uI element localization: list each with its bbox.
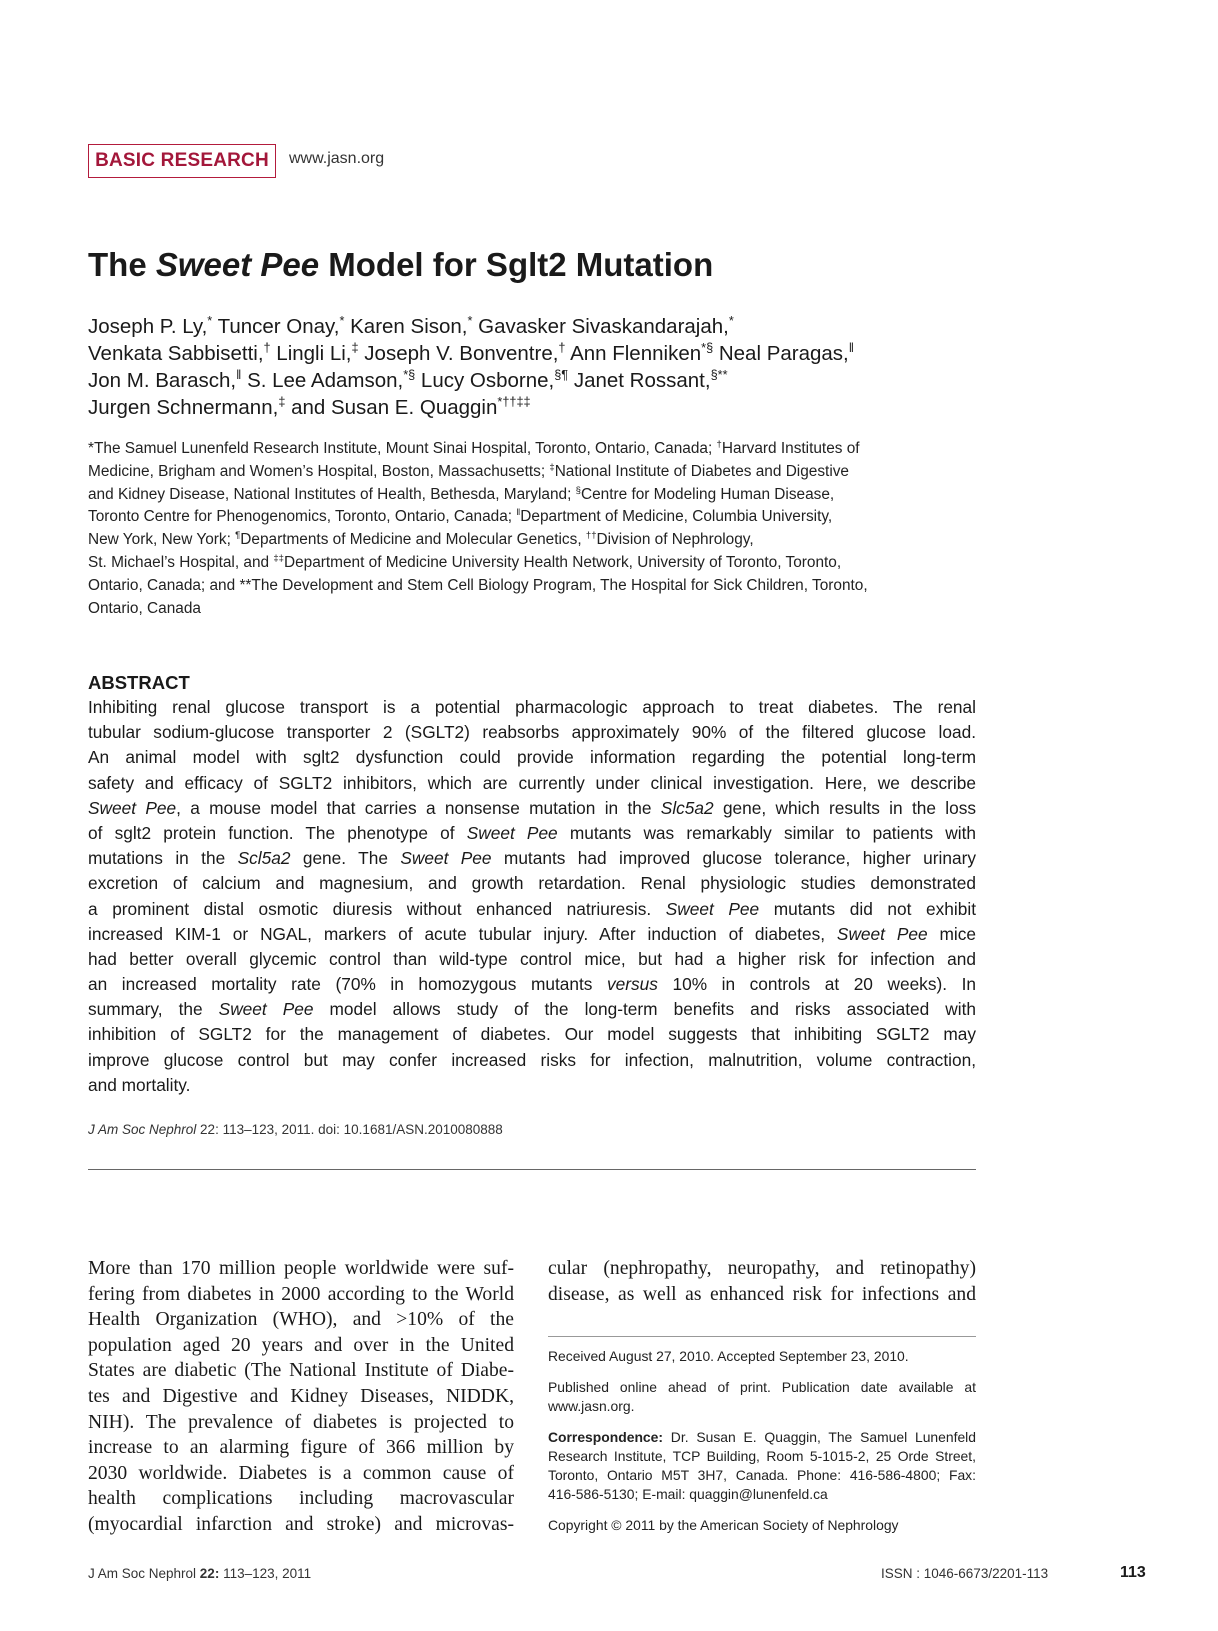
text-run: increased KIM-1 or NGAL, markers of acute tubular injury. After induction of diabetes, [88,923,837,944]
text-run: Sweet Pee [88,797,177,818]
footer-journal-name: J Am Soc Nephrol [88,1566,200,1581]
text-line: www.jasn.org. [548,1398,635,1414]
text-line [88,821,976,846]
text-run: Division of Nephrology, [596,531,754,549]
text-line [88,1022,976,1047]
text-line: 2030 worldwide. Diabetes is a common cause of [88,1462,514,1484]
text-run: mutants had improved glucose tolerance, higher urinary [491,848,976,869]
text-line [88,922,976,947]
text-run: Sweet Pee [466,822,558,843]
text-run: Joseph P. Ly, [88,315,208,338]
text-line [88,484,988,507]
copyright-note [548,1516,976,1535]
text-run: Ontario, Canada; and **The Development and Stem Cell Biology Program, The Hospital for Sick Children, Toronto, [88,576,868,594]
correspondence-note [548,1428,976,1504]
text-run: model allows study of the long-term benefits and risks associated with [313,999,976,1020]
text-run: summary, the [88,999,219,1020]
text-line: Health Organization (WHO), and >10% of the [88,1309,514,1331]
text-run: Toronto Centre for Phenogenomics, Toronto, Ontario, Canada; [88,508,517,526]
citation-journal: J Am Soc Nephrol [88,1122,197,1137]
text-line: Copyright © 2011 by the American Society of Nephrology [548,1517,899,1533]
text-line [88,313,1128,340]
text-run: § [575,484,581,496]
text-run: Medicine, Brigham and Women’s Hospital, Boston, Massachusetts; [88,462,550,480]
text-line [88,1073,976,1098]
footer-volume: 22: [199,1566,220,1581]
text-run: Sweet Pee [218,999,314,1020]
text-run: Scl5a2 [237,848,291,869]
page-number: 113 [1120,1564,1146,1581]
text-line [88,506,988,529]
text-line [88,438,988,461]
text-run: ‡ [278,394,286,410]
footer-journal [88,1566,311,1581]
text-run: §¶ [554,367,569,383]
text-run: Tuncer Onay, [212,315,340,338]
journal-url[interactable]: www.jasn.org [289,150,385,167]
notes-divider [548,1336,976,1337]
text-line: disease, as well as enhanced risk for infections and [548,1283,976,1305]
text-run: §** [710,367,728,383]
text-run: *††‡‡ [497,394,531,410]
text-run: Jurgen Schnermann, [88,396,279,419]
body-column-right [548,1256,976,1307]
text-line: population aged 20 years and over in the United [88,1334,514,1356]
text-line [88,796,976,821]
text-line [88,771,976,796]
text-run: Departments of Medicine and Molecular Genetics, [240,531,586,549]
citation-line [88,1122,503,1137]
text-line [88,461,988,484]
text-line: increase to an alarming figure of 366 million by [88,1437,514,1459]
text-run: *§ [403,367,416,383]
text-line [548,1447,976,1466]
text-line [548,1428,976,1447]
text-run: gene. The [290,848,401,869]
text-run: ‡ [549,461,555,473]
text-run: Department of Medicine University Health Network, University of Toronto, Toronto, [283,553,842,571]
text-line: Received August 27, 2010. Accepted September 23, 2010. [548,1348,909,1364]
text-line [88,846,976,871]
text-line [88,871,976,896]
text-run: mice [927,923,976,944]
text-run: Research Institute, TCP Building, Room 5-1015-2, 25 Orde Street, [548,1448,976,1464]
text-run: An animal model with sglt2 dysfunction could provide information regarding the potential long-term [88,747,976,768]
text-run: safety and efficacy of SGLT2 inhibitors, which are currently under clinical investigation. Here, we describe [88,772,976,793]
text-run: Dr. Susan E. Quaggin, The Samuel Lunenfeld [663,1429,976,1445]
text-run: Sweet Pee [836,923,928,944]
text-line [88,897,976,922]
text-line: More than 170 million people worldwide were suf- [88,1258,514,1279]
text-line [88,552,988,575]
text-run: ‖ [236,367,242,383]
text-run: excretion of calcium and magnesium, and growth retardation. Renal physiologic studies demonstrated [88,873,976,894]
text-run: of sglt2 protein function. The phenotype of [88,822,467,843]
received-note [548,1347,976,1366]
text-line: (myocardial infarction and stroke) and microvas- [88,1513,514,1535]
text-run: New York, New York; [88,531,236,549]
author-list [88,313,1128,421]
text-line [88,695,976,720]
text-run: had better overall glycemic control than wild-type control mice, but had a higher risk for infection and [88,948,976,969]
text-run: S. Lee Adamson, [241,369,404,392]
text-run: Harvard Institutes of [721,440,860,457]
affiliations [88,438,988,620]
text-run: ¶ [235,530,241,542]
text-run: Jon M. Barasch, [88,369,237,392]
text-run: Karen Sison, [344,315,468,338]
text-run: Lingli Li, [270,342,352,365]
text-run: Department of Medicine, Columbia University, [520,508,833,526]
text-line [88,598,988,621]
text-run: Inhibiting renal glucose transport is a potential pharmacologic approach to treat diabetes. The renal [88,697,976,717]
title-italic: Sweet Pee [155,246,320,283]
text-run: ‖ [848,340,854,356]
text-line: tes and Digestive and Kidney Diseases, NIDDK, [88,1385,514,1407]
correspondence-label: Correspondence: [548,1429,664,1445]
text-run: and Kidney Disease, National Institutes of Health, Bethesda, Maryland; [88,485,576,503]
section-label: BASIC RESEARCH [95,150,269,171]
text-line [88,394,1128,421]
abstract-text [88,695,976,1098]
text-run: versus [607,974,658,995]
text-run: Centre for Modeling Human Disease, [580,485,835,503]
text-run: National Institute of Diabetes and Digestive [554,462,849,480]
citation-details: 22: 113–123, 2011. doi: 10.1681/ASN.2010080888 [196,1122,503,1137]
text-run: mutants was remarkably similar to patients with [557,822,976,843]
text-run: Sweet Pee [400,848,492,869]
text-line [88,745,976,770]
text-line [88,367,1128,394]
paper-title [88,246,1128,284]
text-run: St. Michael’s Hospital, and [88,553,274,571]
text-run: *The Samuel Lunenfeld Research Institute, Mount Sinai Hospital, Toronto, Ontario, Canada; [88,440,717,457]
text-run: mutants did not exhibit [759,898,976,919]
title-pre: The [88,246,156,283]
abstract-heading: ABSTRACT [88,672,190,693]
text-run: * [339,313,345,329]
text-run: Toronto, Ontario M5T 3H7, Canada. Phone: 416-586-4800; Fax: [548,1467,976,1483]
text-run: and Susan E. Quaggin [285,396,498,419]
text-run: * [728,313,734,329]
article-notes [548,1347,976,1547]
text-run: ‡‡ [273,552,284,564]
footer-issn: ISSN : 1046-6673/2201-113 [881,1566,1049,1581]
text-line: cular (nephropathy, neuropathy, and retinopathy) [548,1258,976,1279]
text-run: Lucy Osborne, [415,369,555,392]
text-run: *§ [701,340,714,356]
text-line [88,529,988,552]
text-run: an increased mortality rate (70% in homozygous mutants [88,974,607,995]
text-run: Neal Paragas, [713,342,849,365]
text-run: 416-586-5130; E-mail: quaggin@lunenfeld.ca [548,1486,828,1502]
text-run: tubular sodium-glucose transporter 2 (SGLT2) reabsorbs approximately 90% of the filtered glucose load. [88,722,976,743]
text-line [88,947,976,972]
text-run: Sweet Pee [665,898,760,919]
text-run: improve glucose control but may confer increased risks for infection, malnutrition, volume contraction, [88,1049,976,1070]
text-run: inhibition of SGLT2 for the management of diabetes. Our model suggests that inhibiting SGLT2 may [88,1024,976,1045]
text-run: Joseph V. Bonventre, [358,342,559,365]
text-line [88,340,1128,367]
text-run: † [263,340,271,356]
text-run: mutations in the [88,848,238,869]
text-run: Slc5a2 [660,797,714,818]
text-run: gene, which results in the loss [713,797,976,818]
text-line: NIH). The prevalence of diabetes is projected to [88,1411,514,1433]
section-badge [88,144,276,178]
text-run: ‡ [351,340,359,356]
text-line [88,1048,976,1073]
text-line: health complications including macrovascular [88,1488,514,1510]
text-run: a prominent distal osmotic diuresis without enhanced natriuresis. [88,898,666,919]
text-line: Published online ahead of print. Publication date available at [548,1379,976,1395]
text-run: Venkata Sabbisetti, [88,342,264,365]
text-line [548,1485,976,1504]
text-run: and mortality. [88,1074,191,1095]
published-note [548,1378,976,1416]
text-line: fering from diabetes in 2000 according to the World [88,1283,514,1305]
text-run: Ontario, Canada [88,599,201,617]
text-run: ‖ [516,507,521,519]
text-run: †† [585,530,597,542]
text-run: Gavasker Sivaskandarajah, [472,315,729,338]
text-line [88,575,988,598]
text-run: , a mouse model that carries a nonsense mutation in the [176,797,661,818]
title-post: Model for Sglt2 Mutation [319,246,714,283]
text-line [88,972,976,997]
text-run: † [558,340,566,356]
text-line [88,997,976,1022]
text-run: † [716,438,722,450]
abstract-divider [88,1169,976,1170]
text-run: * [467,313,473,329]
text-run: 10% in controls at 20 weeks). In [657,974,976,995]
text-run: Janet Rossant, [568,369,711,392]
text-line [88,720,976,745]
text-line [548,1466,976,1485]
text-line: States are diabetic (The National Institute of Diabe- [88,1360,514,1382]
body-column-left [88,1256,514,1538]
text-run: * [207,313,213,329]
footer-pages: 113–123, 2011 [219,1566,312,1581]
text-run: Ann Flenniken [565,342,702,365]
